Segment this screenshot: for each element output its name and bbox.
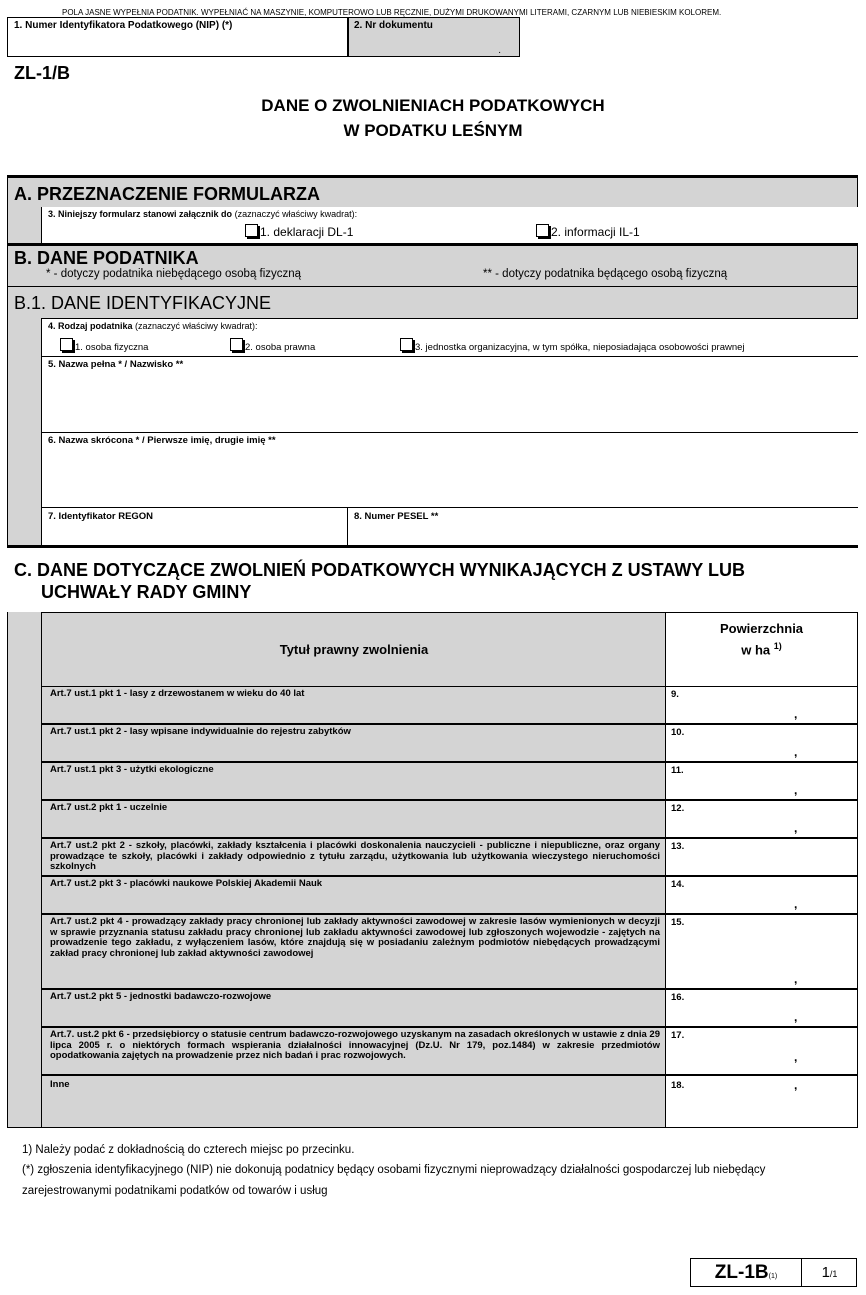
field-number: 14.	[671, 879, 685, 890]
form-title-line1: DANE O ZWOLNIENIACH PODATKOWYCH	[261, 96, 605, 115]
field-5-label: 5. Nazwa pełna * / Nazwisko **	[48, 359, 184, 370]
row-title: Art.7 ust.2 pkt 4 - prowadzący zakłady pracy chronionej lub zakłady aktywności zawodowej w zakresie lasów wymienionych w decyzji w sprawie przyznania statusu zakładu pracy chronionej lub zakładu aktywności zawodowej lub zgłoszonych wojewodzie - zajętych na prowadzenie tego zakładu, z wyłączeniem lasów, które znajdują się w posiadaniu zależnym podmiotów niebędących prowadzącymi zakład pracy chronionej lub zakład aktywności zawodowej	[50, 916, 660, 959]
table-row	[41, 838, 666, 876]
section-a-title: A. PRZEZNACZENIE FORMULARZA	[14, 184, 320, 204]
row-title: Art.7 ust.2 pkt 5 - jednostki badawczo-rozwojowe	[50, 991, 272, 1002]
checkbox-icon[interactable]	[60, 338, 73, 351]
row-title: Art.7 ust.1 pkt 1 - lasy z drzewostanem w wieku do 40 lat	[50, 688, 305, 699]
table-row	[41, 914, 666, 989]
page-total: /1	[829, 1269, 838, 1279]
area-field-13[interactable]	[665, 838, 858, 876]
decimal-comma: ,	[794, 1078, 798, 1092]
field-number: 18.	[671, 1080, 685, 1091]
column-header-title-label: Tytuł prawny zwolnienia	[279, 642, 429, 657]
field-8-label: 8. Numer PESEL **	[354, 511, 439, 522]
decimal-comma: ,	[794, 821, 798, 835]
short-name-field[interactable]	[41, 432, 858, 508]
row-title: Art.7 ust.2 pkt 1 - uczelnie	[50, 802, 168, 813]
column-header-area-line1: Powierzchnia	[719, 621, 804, 636]
field-number: 11.	[671, 765, 684, 776]
option-dl1[interactable]	[245, 224, 353, 239]
section-divider	[7, 175, 858, 178]
decimal-comma: ,	[794, 707, 798, 721]
area-field-10[interactable]	[665, 724, 858, 762]
page-number: 1	[821, 1264, 830, 1281]
decimal-comma: ,	[794, 897, 798, 911]
option-il1[interactable]	[536, 224, 640, 239]
field-number: 17.	[671, 1030, 685, 1041]
decimal-comma: ,	[794, 745, 798, 759]
document-number-dot: .	[498, 45, 501, 56]
column-header-area	[665, 612, 858, 687]
section-c-title-line1: C. DANE DOTYCZĄCE ZWOLNIEŃ PODATKOWYCH WYNIKAJĄCYCH Z USTAWY LUB	[14, 560, 745, 580]
area-field-14[interactable]	[665, 876, 858, 914]
table-row	[41, 1075, 666, 1128]
area-field-17[interactable]	[665, 1027, 858, 1075]
nip-field[interactable]	[7, 17, 348, 57]
column-header-title	[41, 612, 666, 687]
field-6-label: 6. Nazwa skrócona * / Pierwsze imię, drugie imię **	[48, 435, 276, 446]
checkbox-icon[interactable]	[400, 338, 413, 351]
row-title: Art.7 ust.2 pkt 2 - szkoły, placówki, zakłady kształcenia i placówki doskonalenia nauczycieli - publiczne i niepubliczne, oraz organy prowadzące te szkoły, placówki i zakłady odpowiednio z tytułu zarządu, użytkowania lub użytkowania wieczystego nieruchomości szkolnych	[50, 840, 660, 872]
field-number: 10.	[671, 727, 685, 738]
section-b-note2: ** - dotyczy podatnika będącego osobą fizyczną	[483, 268, 728, 280]
section-divider	[7, 243, 858, 246]
pesel-field[interactable]	[347, 507, 858, 545]
form-code: ZL-1/B	[14, 63, 70, 83]
option-natural-person-label: 1. osoba fizyczna	[75, 342, 149, 353]
footnote-2-line1: (*) zgłoszenia identyfikacyjnego (NIP) nie dokonują podatnicy będący osobami fizycznymi nieprowadzący działalności gospodarczej lub niebędący	[22, 1164, 766, 1176]
field-7-label: 7. Identyfikator REGON	[48, 511, 154, 522]
row-title: Art.7 ust.1 pkt 2 - lasy wpisane indywidualnie do rejestru zabytków	[50, 726, 351, 737]
checkbox-icon[interactable]	[230, 338, 243, 351]
section-b-title: B. DANE PODATNIKA	[14, 248, 199, 268]
row-title: Inne	[50, 1079, 70, 1090]
option-organizational-unit[interactable]	[400, 338, 745, 353]
document-number-field	[348, 17, 520, 57]
area-field-18[interactable]	[665, 1075, 858, 1128]
checkbox-icon[interactable]	[536, 224, 549, 237]
table-row	[41, 724, 666, 762]
field-number: 13.	[671, 841, 685, 852]
decimal-comma: ,	[794, 972, 798, 986]
option-legal-person-label: 2. osoba prawna	[245, 342, 316, 353]
table-row	[41, 686, 666, 724]
decimal-comma: ,	[794, 1010, 798, 1024]
form-title-line2: W PODATKU LEŚNYM	[343, 121, 523, 140]
full-name-field[interactable]	[41, 356, 858, 433]
footer-form-version: (1)	[768, 1273, 778, 1280]
table-row	[41, 762, 666, 800]
area-field-15[interactable]	[665, 914, 858, 989]
divider	[7, 286, 858, 287]
field-number: 12.	[671, 803, 685, 814]
option-dl1-label: 1. deklaracji DL-1	[260, 225, 354, 239]
area-field-11[interactable]	[665, 762, 858, 800]
field-3	[41, 207, 858, 243]
table-row	[41, 989, 666, 1027]
field-4-label: 4. Rodzaj podatnika	[48, 321, 133, 331]
section-c-title-line2: UCHWAŁY RADY GMINY	[41, 582, 252, 602]
area-field-12[interactable]	[665, 800, 858, 838]
option-il1-label: 2. informacji IL-1	[551, 225, 640, 239]
field-number: 15.	[671, 917, 685, 928]
option-legal-person[interactable]	[230, 338, 315, 353]
section-c-header	[7, 548, 858, 612]
field-number: 16.	[671, 992, 685, 1003]
page-footer-box	[690, 1258, 857, 1287]
regon-field[interactable]	[41, 507, 348, 545]
section-b-note1: * - dotyczy podatnika niebędącego osobą fizyczną	[46, 268, 302, 280]
footer-form-code: ZL-1B	[714, 1262, 769, 1283]
section-b1-title: B.1. DANE IDENTYFIKACYJNE	[14, 293, 272, 313]
instruction-note: POLA JASNE WYPEŁNIA PODATNIK. WYPEŁNIAĆ NA MASZYNIE, KOMPUTEROWO LUB RĘCZNIE, DUŻYMI DRUKOWANYMI LITERAMI, CZARNYM LUB NIEBIESKIM KOLOREM.	[62, 8, 722, 17]
field-3-hint: (zaznaczyć właściwy kwadrat):	[234, 209, 358, 219]
column-header-area-line2: w ha	[741, 642, 771, 658]
footnote-1: 1) Należy podać z dokładnością do czterech miejsc po przecinku.	[22, 1144, 355, 1156]
nip-label: 1. Numer Identyfikatora Podatkowego (NIP) (*)	[14, 20, 233, 31]
table-row	[41, 876, 666, 914]
table-row	[41, 1027, 666, 1075]
area-field-16[interactable]	[665, 989, 858, 1027]
column-header-area-footnote: 1)	[773, 641, 782, 651]
checkbox-icon[interactable]	[245, 224, 258, 237]
option-organizational-unit-label: 3. jednostka organizacyjna, w tym spółka, nieposiadająca osobowości prawnej	[415, 342, 745, 353]
document-number-label: 2. Nr dokumentu	[354, 20, 433, 31]
decimal-comma: ,	[794, 783, 798, 797]
footnote-2-line2: zarejestrowanymi podatnikami podatków od towarów i usług	[22, 1185, 328, 1197]
decimal-comma: ,	[794, 1050, 798, 1064]
row-title: Art.7. ust.2 pkt 6 - przedsiębiorcy o statusie centrum badawczo-rozwojowego uzyskanym na zasadach określonych w ustawie z dnia 29 lipca 2005 r. o niektórych formach wspierania działalności innowacyjnej (Dz.U. Nr 179, poz.1484) w zakresie przedmiotów opodatkowania zajętych na prowadzenie przez nich badań i prac rozwojowych.	[50, 1029, 660, 1061]
area-field-9[interactable]	[665, 686, 858, 724]
option-natural-person[interactable]	[60, 338, 148, 353]
field-4	[41, 318, 858, 357]
field-number: 9.	[671, 689, 679, 700]
row-title: Art.7 ust.1 pkt 3 - użytki ekologiczne	[50, 764, 214, 775]
field-4-hint: (zaznaczyć właściwy kwadrat):	[135, 321, 258, 331]
table-row	[41, 800, 666, 838]
field-3-label: 3. Niniejszy formularz stanowi załącznik do	[48, 209, 233, 219]
row-title: Art.7 ust.2 pkt 3 - placówki naukowe Polskiej Akademii Nauk	[50, 878, 323, 889]
